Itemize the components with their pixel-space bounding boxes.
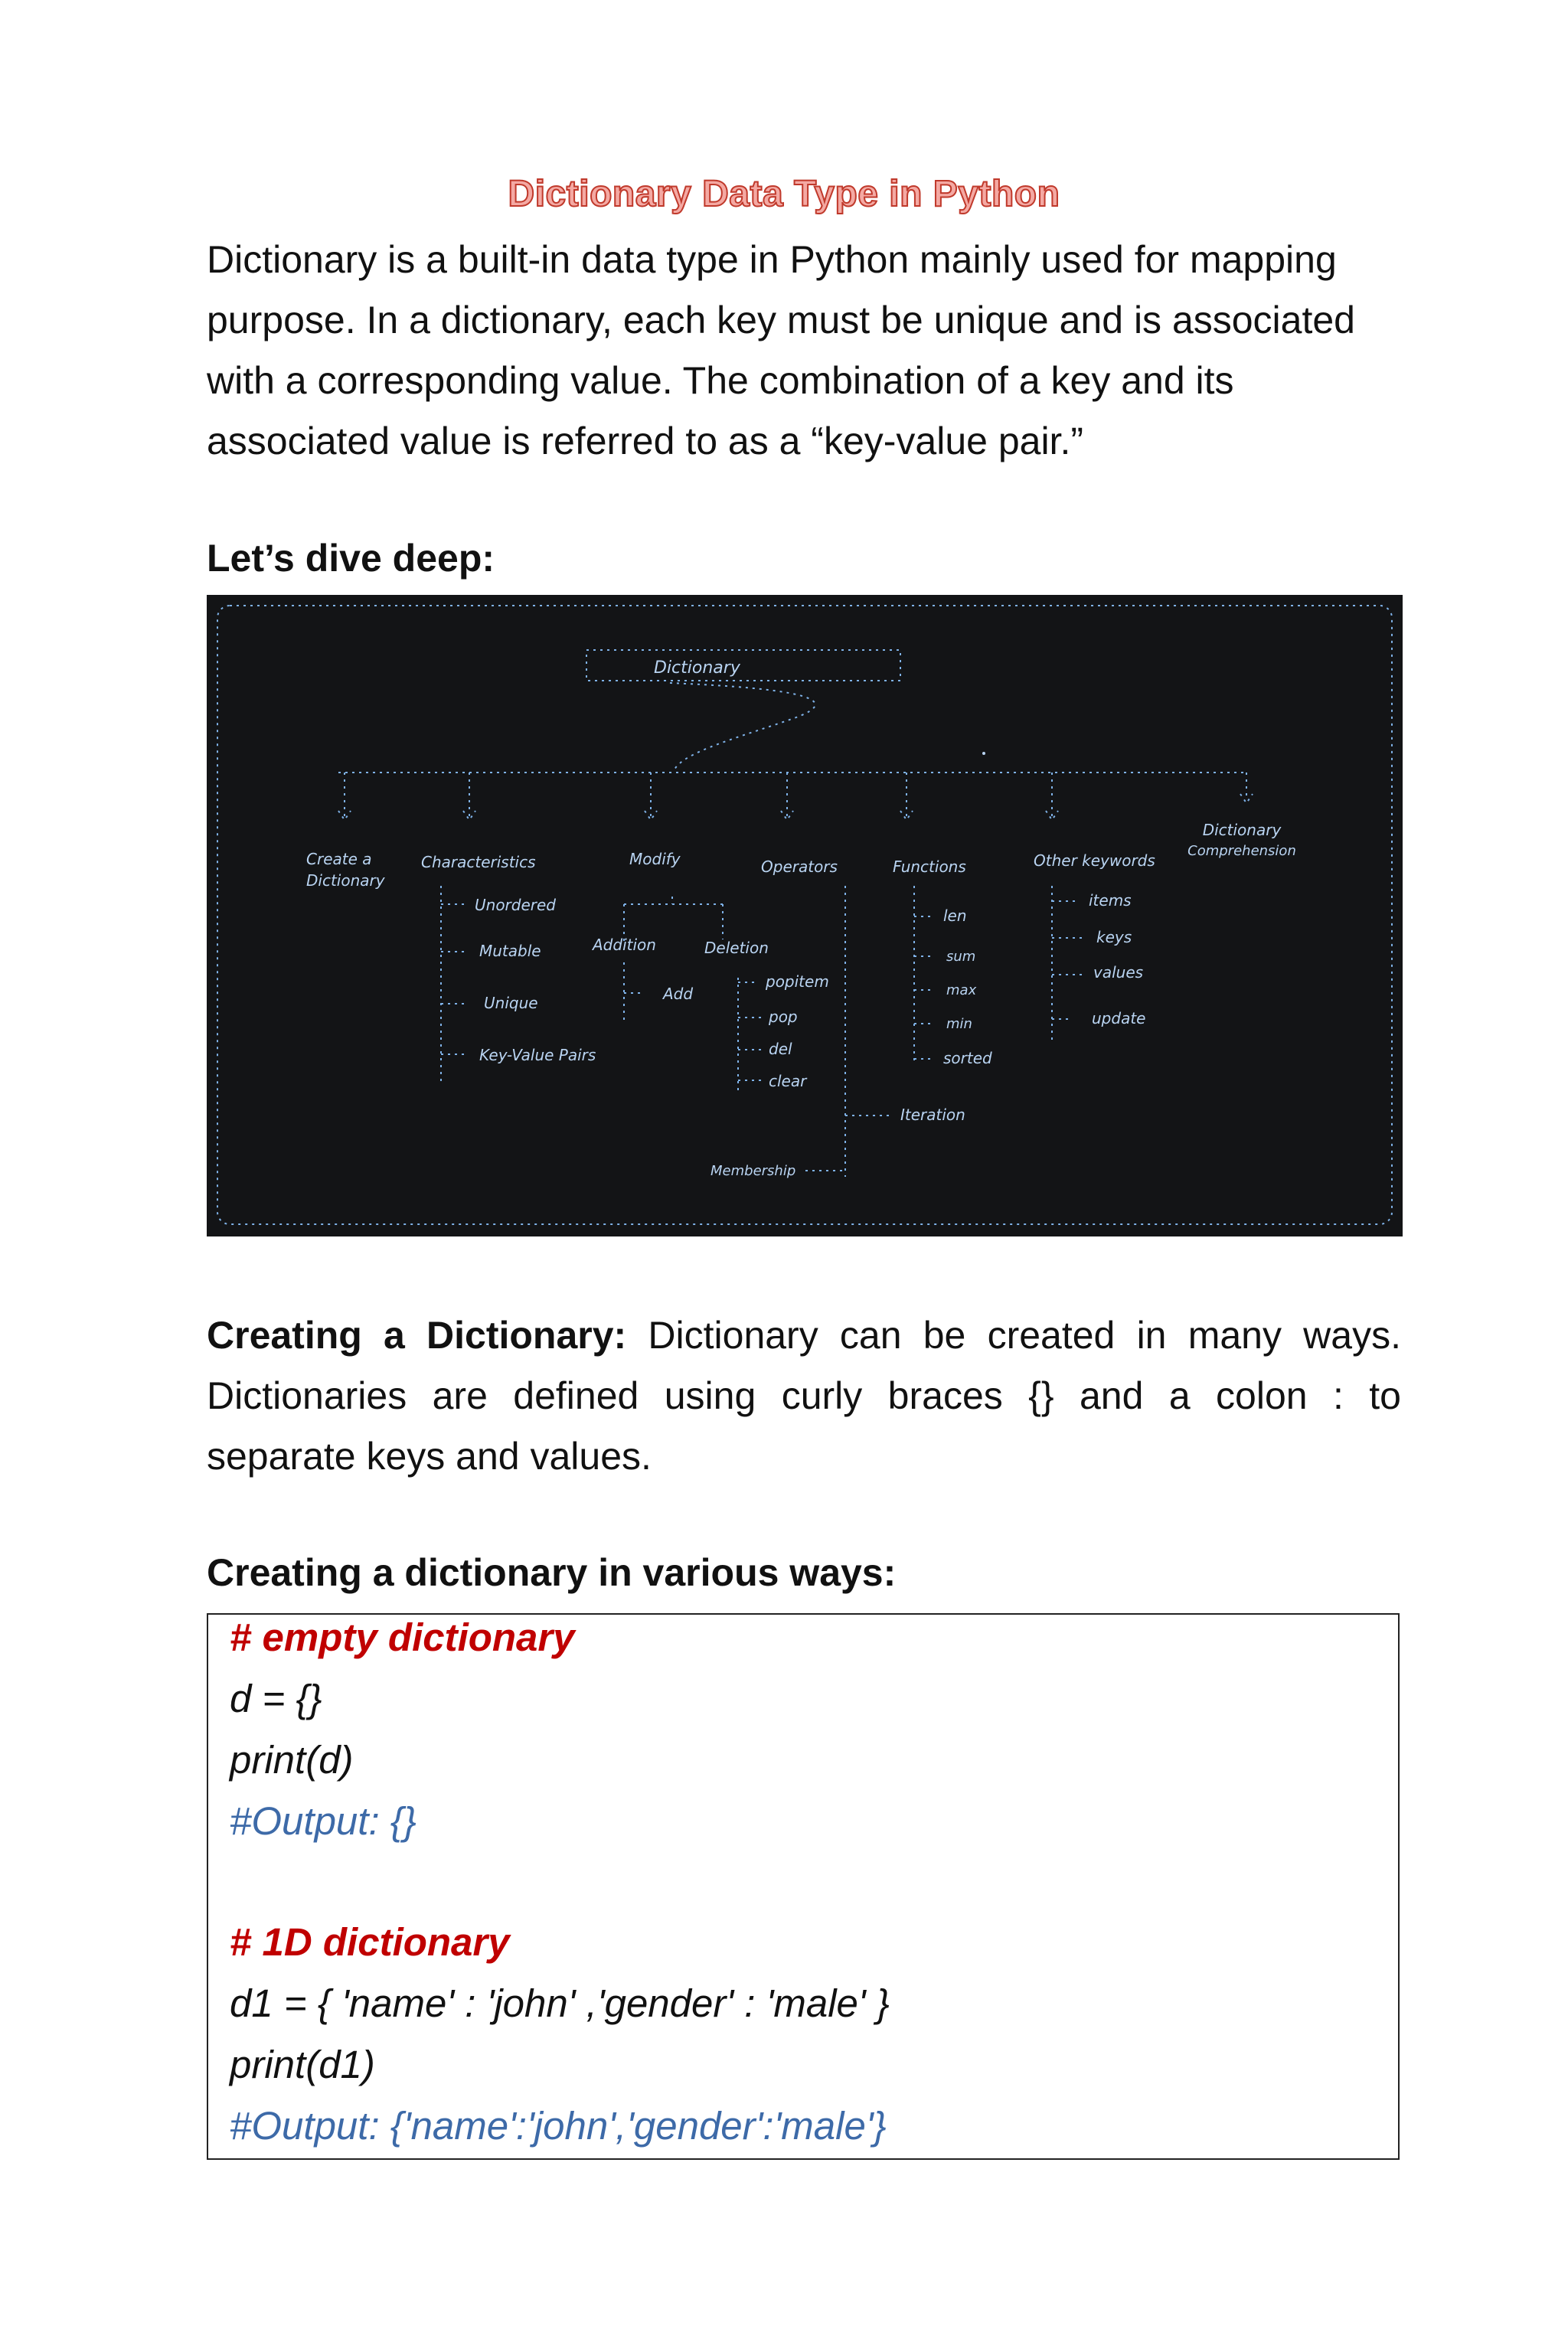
- creating-bold-lead: Creating a Dictionary:: [207, 1314, 627, 1357]
- intro-line: Dictionary is a built-in data type in Python mainly used for mapping: [207, 238, 1337, 281]
- creating-line-2: Dictionaries are defined using curly braces {} and a colon : to: [207, 1374, 1401, 1417]
- root-label: Dictionary: [654, 658, 740, 678]
- functions-item: len: [943, 906, 967, 925]
- creating-line-3: separate keys and values.: [207, 1435, 652, 1478]
- root-connector: [670, 683, 815, 771]
- creating-text: Dictionary can be created in many ways.: [626, 1314, 1401, 1357]
- deletion-item: del: [769, 1040, 792, 1058]
- code-block: [207, 1613, 1400, 2160]
- branch-label-modify: Modify: [629, 850, 681, 868]
- code-comment: # 1D dictionary: [230, 1920, 510, 1964]
- branch-label-functions: Functions: [893, 858, 966, 876]
- functions-item: sorted: [943, 1049, 992, 1067]
- characteristics-item: Unique: [484, 994, 538, 1012]
- keywords-item: update: [1092, 1009, 1146, 1027]
- keywords-item: values: [1093, 963, 1144, 982]
- branch-label-characteristics: Characteristics: [421, 853, 536, 871]
- code-comment: # empty dictionary: [230, 1615, 575, 1659]
- modify-add: Add: [663, 985, 694, 1003]
- creating-paragraph: [207, 1305, 1401, 1487]
- mind-map-svg: [207, 595, 1403, 1236]
- branch-label-operators: Operators: [761, 858, 838, 876]
- frame-border: [217, 606, 1392, 1224]
- code-line: print(d1): [230, 2043, 375, 2086]
- branch-label-comprehension: Dictionary: [1202, 821, 1282, 839]
- page-title: Dictionary Data Type in Python: [508, 174, 1060, 214]
- operators-membership: Membership: [710, 1163, 796, 1179]
- branch-label-comprehension: Comprehension: [1187, 843, 1296, 859]
- code-output: #Output: {'name':'john','gender':'male'}: [230, 2104, 887, 2148]
- deletion-item: clear: [769, 1072, 807, 1090]
- code-line: print(d): [230, 1738, 354, 1782]
- modify-addition: Addition: [593, 936, 656, 954]
- operators-iteration: Iteration: [900, 1106, 965, 1124]
- keywords-item: items: [1089, 891, 1132, 910]
- functions-item: min: [946, 1016, 972, 1032]
- creating-line-1: [207, 1305, 1401, 1366]
- ways-heading: Creating a dictionary in various ways:: [207, 1551, 897, 1594]
- dive-heading: Let’s dive deep:: [207, 537, 495, 580]
- deletion-item: pop: [769, 1008, 798, 1026]
- branch-label-create: Create a: [306, 850, 372, 868]
- keywords-item: keys: [1096, 928, 1132, 946]
- deletion-item: popitem: [766, 972, 829, 991]
- characteristics-item: Unordered: [475, 896, 556, 914]
- branch-label-keywords: Other keywords: [1034, 851, 1155, 870]
- intro-line: with a corresponding value. The combination of a key and its: [207, 359, 1234, 402]
- intro-line: purpose. In a dictionary, each key must be unique and is associated: [207, 299, 1355, 341]
- intro-paragraph: [207, 230, 1401, 472]
- modify-deletion: Deletion: [704, 939, 769, 957]
- code-output: #Output: {}: [230, 1799, 416, 1843]
- code-line: d = {}: [230, 1677, 322, 1720]
- functions-item: sum: [946, 949, 976, 965]
- functions-item: max: [946, 982, 977, 998]
- characteristics-item: Mutable: [479, 942, 541, 960]
- code-line: d1 = { 'name' : 'john' ,'gender' : 'male' }: [230, 1981, 890, 2025]
- branch-label-create: Dictionary: [306, 871, 385, 890]
- characteristics-item: Key-Value Pairs: [479, 1046, 596, 1064]
- intro-line: associated value is referred to as a “key-value pair.”: [207, 420, 1083, 462]
- root-box: [586, 650, 900, 681]
- mind-map-diagram: [207, 595, 1403, 1236]
